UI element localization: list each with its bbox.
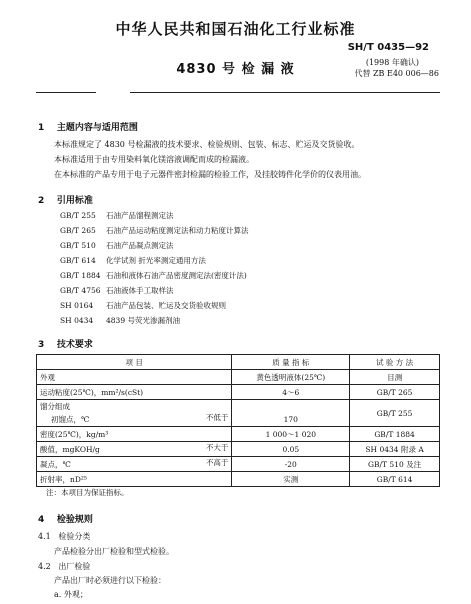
reference-item [60, 225, 249, 236]
section-2-heading [38, 193, 93, 206]
reference-text: 石油产品馏程测定法 [106, 211, 174, 220]
reference-code: GB/T 265 [60, 226, 96, 235]
row-item: 酸值，mgKOH/g 不大于 [37, 442, 232, 457]
row-item: 折射率，nD²⁵ [37, 472, 232, 487]
reference-code: GB/T 255 [60, 211, 96, 220]
clause-text: 检验分类 [58, 532, 91, 541]
row-value: 4～6 [232, 385, 350, 400]
clause-item [38, 531, 90, 542]
row-value: 170 [232, 412, 350, 427]
section-1-heading [38, 120, 138, 133]
row-method: 目测 [350, 370, 440, 385]
standard-code: SH/T 0435—92 [347, 42, 429, 53]
technical-requirements-table [36, 354, 440, 487]
reference-text: 石油和液体石油产品密度测定法(密度计法) [106, 271, 247, 280]
s1-paragraph: 本标准规定了 4830 号检漏液的技术要求、检验规则、包装、标志、贮运及交货验收。 [54, 140, 360, 149]
section-number: 2 [38, 196, 45, 206]
title-rule-right [130, 92, 440, 93]
section-title: 检验规则 [56, 515, 93, 525]
reference-code: GB/T 4756 [60, 286, 101, 295]
row-method: GB/T 255 [350, 400, 440, 427]
reference-text: 4839 号荧光渗漏剂油 [106, 316, 180, 325]
clause-number: 4.2 [38, 562, 51, 571]
standard-title: 中华人民共和国石油化工行业标准 [115, 20, 356, 38]
s1-paragraph: 在本标准的产品专用于电子元器件密封检漏的检验工作，及挂胶铸件化学价的仪表用油。 [54, 170, 366, 179]
section-3-heading [38, 337, 93, 350]
reference-text: 石油产品运动粘度测定法和动力粘度计算法 [106, 226, 249, 235]
reference-text: 石油产品凝点测定法 [106, 241, 174, 250]
header-item: 项 目 [37, 355, 232, 370]
table-row [37, 472, 440, 487]
row-value: -20 [232, 457, 350, 472]
table-row [37, 457, 440, 472]
s1-paragraph: 本标准适用于由专用染料氧化镁溶液调配而成的检漏液。 [54, 155, 254, 164]
row-item: 运动粘度(25℃)，mm²/s(cSt) [37, 385, 232, 400]
clause-number: 4.1 [38, 532, 51, 541]
reference-item [60, 210, 174, 221]
reference-code: SH 0434 [60, 316, 94, 325]
reference-item [60, 270, 247, 281]
section-number: 4 [38, 515, 45, 525]
row-method: SH 0434 附录 A [350, 442, 440, 457]
replaces-note: 代替 ZB E40 006—86 [354, 69, 439, 78]
reference-text: 石油液体手工取样法 [106, 286, 174, 295]
confirmation-note: (1998 年确认) [365, 58, 419, 67]
header-test-method: 试 验 方 法 [350, 355, 440, 370]
row-item: 密度(25℃)，kg/m³ [37, 427, 232, 442]
title-rule-left [36, 92, 96, 93]
row-method: GB/T 265 [350, 385, 440, 400]
table-row [37, 442, 440, 457]
reference-code: GB/T 510 [60, 241, 96, 250]
section-title: 主题内容与适用范围 [56, 123, 138, 133]
reference-item [60, 285, 174, 296]
row-method: GB/T 614 [350, 472, 440, 487]
table-row [37, 427, 440, 442]
reference-item [60, 240, 174, 251]
table-header-row [37, 355, 440, 370]
section-title: 技术要求 [56, 340, 93, 350]
reference-code: GB/T 614 [60, 256, 96, 265]
row-item: 馏分组成 [37, 400, 232, 413]
row-value: 实测 [232, 472, 350, 487]
row-value: 1 000～1 020 [232, 427, 350, 442]
row-value: 0.05 [232, 442, 350, 457]
clause-text: a. 外观； [54, 590, 88, 599]
section-number: 1 [38, 123, 45, 133]
row-item: 外观 [37, 370, 232, 385]
table-row [37, 400, 440, 413]
row-item: 初馏点，℃ 不低于 [37, 412, 232, 427]
table-row [37, 370, 440, 385]
reference-item [60, 300, 226, 311]
table-row [37, 385, 440, 400]
document-title: 4830 号 检 漏 液 [176, 62, 295, 77]
section-title: 引用标准 [56, 196, 93, 206]
section-number: 3 [38, 340, 45, 350]
clause-item [38, 561, 90, 572]
reference-code: SH 0164 [60, 301, 94, 310]
reference-text: 化学试剂 折光率测定通用方法 [106, 256, 206, 265]
row-item: 凝点，℃ 不高于 [37, 457, 232, 472]
reference-code: GB/T 1884 [60, 271, 101, 280]
header-quality-index: 质 量 指 标 [232, 355, 350, 370]
clause-text: 产品出厂时必须进行以下检验： [54, 576, 166, 585]
row-value: 黄色透明液体(25℃) [232, 370, 350, 385]
table-note: 注：本项目为保证指标。 [46, 488, 129, 497]
clause-text: 产品检验分出厂检验和型式检验。 [54, 547, 174, 556]
row-method: GB/T 510 及注 [350, 457, 440, 472]
clause-text: 出厂检验 [58, 562, 91, 571]
section-4-heading [38, 512, 93, 525]
row-value [232, 400, 350, 413]
row-method: GB/T 1884 [350, 427, 440, 442]
reference-item [60, 255, 206, 266]
reference-item [60, 315, 180, 326]
reference-text: 石油产品包装、贮运及交货验收规则 [106, 301, 226, 310]
